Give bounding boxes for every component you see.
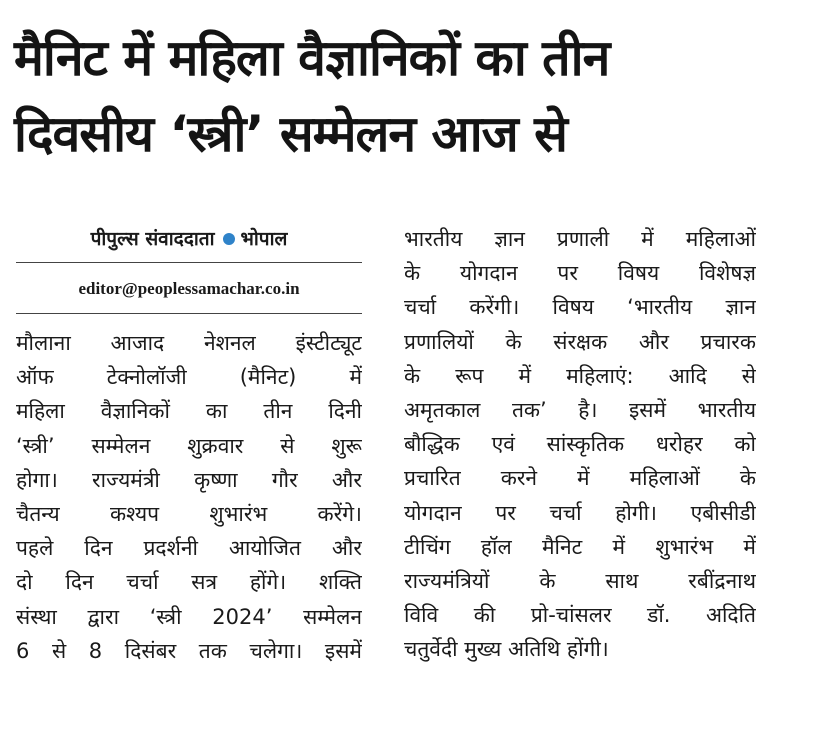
headline-line-2: दिवसीय ‘स्त्री’ सम्मेलन आज से — [14, 105, 567, 163]
article-line: भारतीय ज्ञान प्रणाली में महिलाओं — [404, 227, 756, 251]
byline — [16, 222, 362, 263]
article-line: के योगदान पर विषय विशेषज्ञ — [404, 261, 756, 286]
reporter-name: पीपुल्स संवाददाता — [90, 228, 215, 250]
headline-line-1: मैनिट में महिला वैज्ञानिकों का तीन — [14, 29, 610, 87]
article-line: मौलाना आजाद नेशनल इंस्टीट्यूट — [16, 331, 362, 355]
article-line: प्रचारित करने में महिलाओं के — [404, 466, 756, 491]
article-line: महिला वैज्ञानिकों का तीन दिनी — [16, 399, 362, 424]
article-line: होगा। राज्यमंत्री कृष्णा गौर और — [16, 467, 362, 492]
editor-email: editor@peoplessamachar.co.in — [16, 263, 362, 314]
article-line: के रूप में महिलाएं: आदि से — [404, 363, 756, 388]
dateline-city: भोपाल — [240, 228, 288, 250]
article-line: ऑफ टेक्नोलॉजी (मैनिट) में — [16, 365, 362, 390]
article-line: टीचिंग हॉल मैनिट में शुभारंभ में — [404, 534, 756, 559]
article-body-left — [16, 326, 362, 668]
article-line: चैतन्य कश्यप शुभारंभ करेंगे। — [16, 502, 362, 527]
article-body-right — [404, 222, 756, 667]
article-line: संस्था द्वारा ‘स्त्री 2024’ सम्मेलन — [16, 604, 362, 629]
headline — [14, 20, 804, 172]
article-line: दो दिन चर्चा सत्र होंगे। शक्ति — [16, 570, 362, 595]
left-column — [16, 222, 362, 668]
article-line: राज्यमंत्रियों के साथ रबींद्रनाथ — [404, 569, 756, 594]
article-line: चतुर्वेदी मुख्य अतिथि होंगी। — [404, 637, 609, 662]
article-line: पहले दिन प्रदर्शनी आयोजित और — [16, 536, 362, 561]
article-line: ‘स्त्री’ सम्मेलन शुक्रवार से शुरू — [16, 433, 362, 458]
article-line: प्रणालियों के संरक्षक और प्रचारक — [404, 329, 756, 354]
article-line: बौद्धिक एवं सांस्कृतिक धरोहर को — [404, 432, 756, 457]
article-line: चर्चा करेंगी। विषय ‘भारतीय ज्ञान — [404, 295, 756, 320]
article-line: 6 से 8 दिसंबर तक चलेगा। इसमें — [16, 638, 362, 663]
article-line: विवि की प्रो-चांसलर डॉ. अदिति — [404, 603, 756, 628]
article-line: योगदान पर चर्चा होगी। एबीसीडी — [404, 500, 756, 525]
article-line: अमृतकाल तक’ है। इसमें भारतीय — [404, 398, 756, 423]
bullet-dot-icon — [223, 233, 235, 245]
